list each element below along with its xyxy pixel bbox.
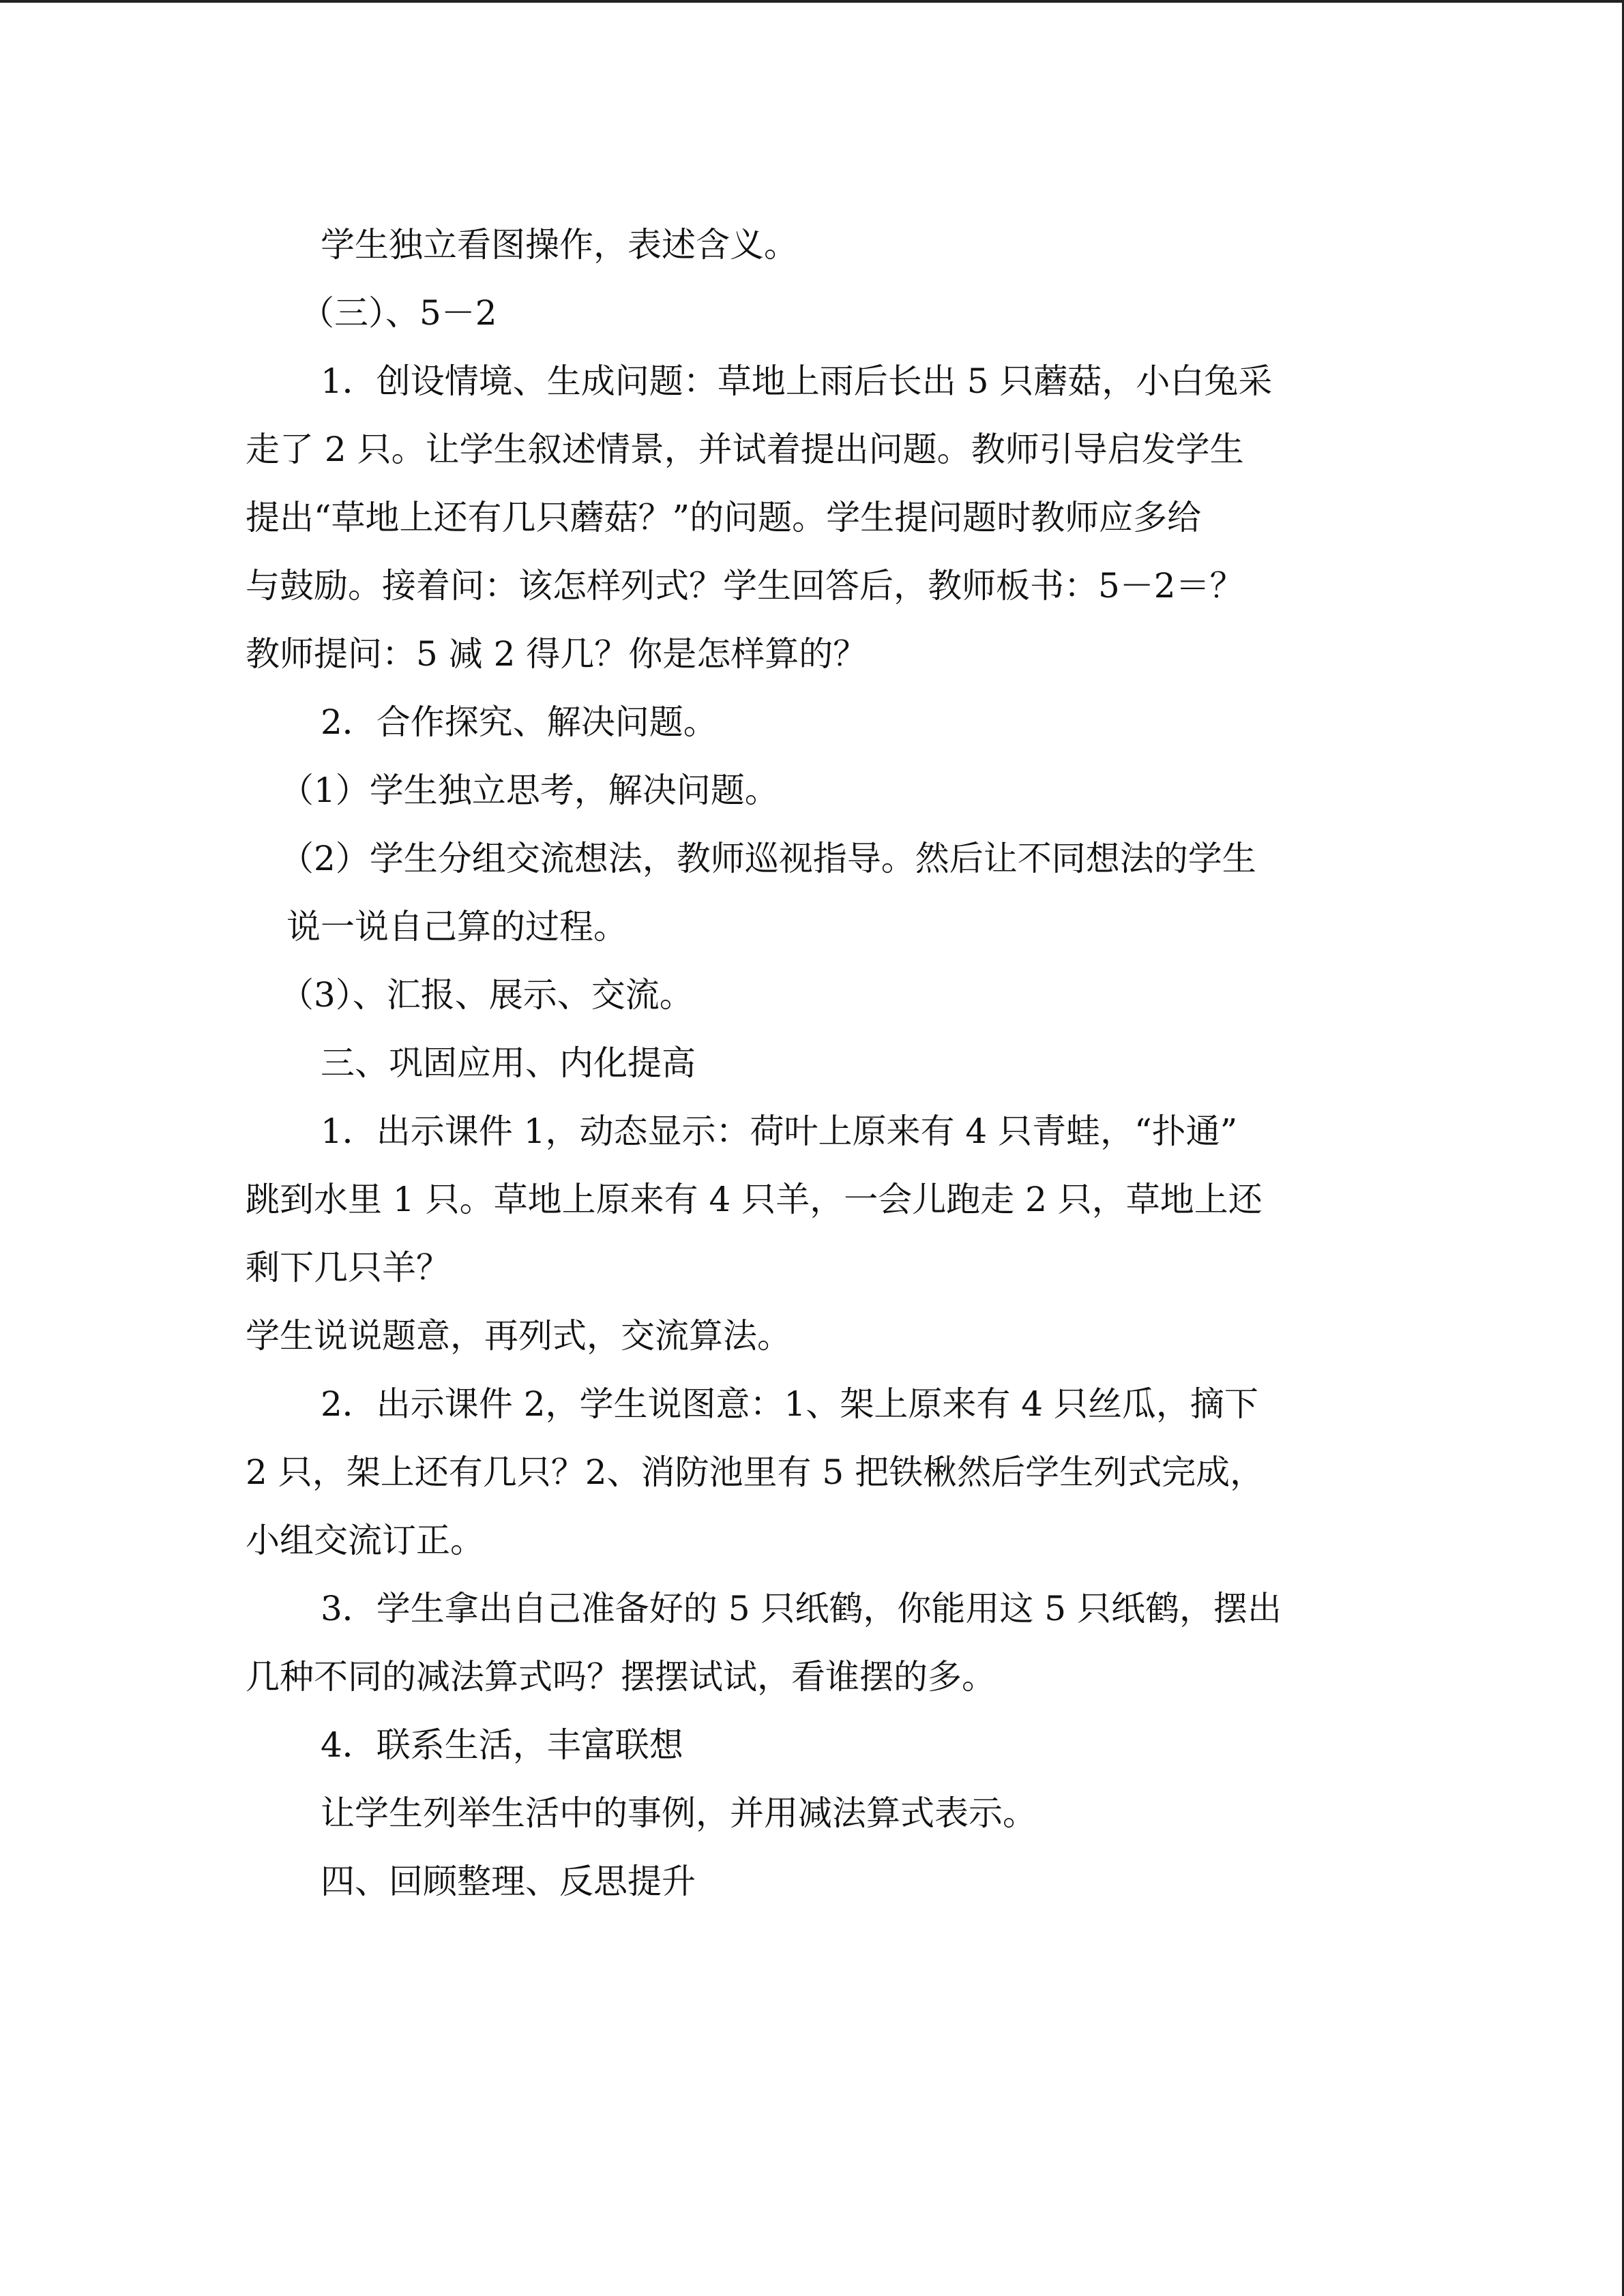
paragraph-line: 教师提问：5 减 2 得几？你是怎样算的？ bbox=[246, 634, 868, 674]
section-heading: 三、巩固应用、内化提高 bbox=[321, 1043, 696, 1083]
paragraph-line: 2．合作探究、解决问题。 bbox=[321, 702, 718, 742]
paragraph-line: 3．学生拿出自己准备好的 5 只纸鹤，你能用这 5 只纸鹤，摆出 bbox=[321, 1589, 1282, 1628]
paragraph-line: 学生独立看图操作，表述含义。 bbox=[321, 225, 798, 265]
document-body bbox=[246, 211, 1378, 1915]
paragraph-line: 2 只，架上还有几只？2、消防池里有 5 把铁楸然后学生列式完成， bbox=[246, 1452, 1265, 1492]
section-heading: （三）、5－2 bbox=[300, 293, 497, 333]
paragraph-line: （2）学生分组交流想法，教师巡视指导。然后让不同想法的学生 bbox=[280, 839, 1256, 878]
paragraph-line: 剩下几只羊？ bbox=[246, 1248, 450, 1287]
paragraph-line: 1．出示课件 1，动态显示：荷叶上原来有 4 只青蛙，“扑通” bbox=[321, 1112, 1238, 1151]
paragraph-line: 4．联系生活，丰富联想 bbox=[321, 1725, 683, 1765]
paragraph-line: 与鼓励。接着问：该怎样列式？学生回答后，教师板书：5－2＝？ bbox=[246, 566, 1244, 606]
paragraph-line: 说一说自己算的过程。 bbox=[286, 907, 628, 946]
paragraph-line: 学生说说题意，再列式，交流算法。 bbox=[246, 1316, 791, 1356]
paragraph-line: 让学生列举生活中的事例，并用减法算式表示。 bbox=[321, 1793, 1037, 1833]
paragraph-line: 跳到水里 1 只。草地上原来有 4 只羊，一会儿跑走 2 只，草地上还 bbox=[246, 1180, 1263, 1219]
paragraph-line: 1．创设情境、生成问题：草地上雨后长出 5 只蘑菇，小白兔采 bbox=[321, 361, 1273, 401]
paragraph-line: 几种不同的减法算式吗？摆摆试试，看谁摆的多。 bbox=[246, 1657, 996, 1697]
paragraph-line: 提出“草地上还有几只蘑菇？”的问题。学生提问题时教师应多给 bbox=[246, 498, 1202, 537]
section-heading: 四、回顾整理、反思提升 bbox=[321, 1862, 696, 1901]
paragraph-line: （1）学生独立思考，解决问题。 bbox=[280, 771, 779, 810]
paragraph-line: 走了 2 只。让学生叙述情景，并试着提出问题。教师引导启发学生 bbox=[246, 430, 1244, 469]
paragraph-line: 2．出示课件 2，学生说图意：1、架上原来有 4 只丝瓜，摘下 bbox=[321, 1384, 1258, 1424]
paragraph-line: 小组交流订正。 bbox=[246, 1521, 484, 1560]
paragraph-line: （3）、汇报、展示、交流。 bbox=[280, 975, 694, 1015]
